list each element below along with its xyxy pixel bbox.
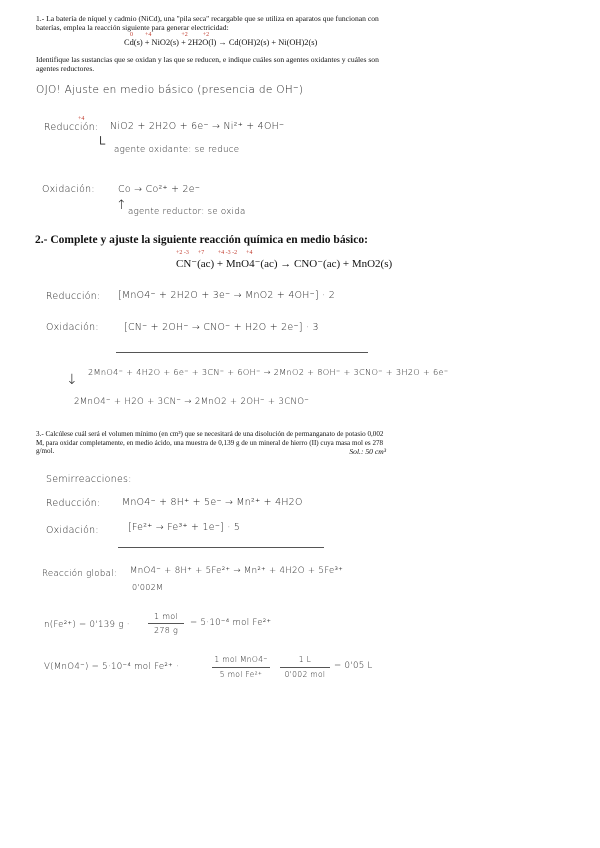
hw-p1-reducing-agent-note: agente reductor: se oxida: [128, 207, 246, 217]
hw-p3-moles-numerator: 1 mol: [153, 612, 179, 621]
hw-p3-volume-denominator-2: 0'002 mol: [284, 670, 326, 679]
hw-p3-volume-lhs: V(MnO4⁻) = 5·10⁻⁴ mol Fe²⁺ ·: [44, 662, 180, 672]
problem1-statement: 1.- La batería de níquel y cadmio (NiCd), una "pila seca" recargable que se utiliza en aparatos que funcionan con baterías, emplea la reacción siguiente para generar electricidad:: [36, 14, 379, 32]
hw-p1-oxidation-label: Oxidación:: [42, 184, 95, 195]
problem3-solution: Sol.: 50 cm³: [349, 447, 386, 456]
hw-p3-moles-lhs: n(Fe²⁺) = 0'139 g ·: [44, 620, 130, 630]
hw-up-arrow-icon: ↑: [116, 198, 128, 213]
hw-p1-reduction-label: Reducción:: [44, 122, 99, 133]
hw-red-oxidation-number: +4: [78, 116, 85, 122]
hw-p3-global-equation: MnO4⁻ + 8H⁺ + 5Fe²⁺ → Mn²⁺ + 4H2O + 5Fe³⁺: [130, 566, 344, 576]
problem3-statement: 3.- Calcúlese cuál será el volumen mínimo (en cm³) que se necesitará de una disolución de permanganato de potasio 0,002 M, para oxidar completamente, en medio ácido, una muestra de 0,139 g de un mineral de hierro (II) cuya masa mol es 278 g/mol.: [36, 430, 384, 456]
hw-p3-moles-fraction-bar: [148, 623, 184, 624]
hw-p1-reduction-equation: NiO2 + 2H2O + 6e⁻ → Ni²⁺ + 4OH⁻: [110, 121, 285, 132]
hw-p3-oxidation-label: Oxidación:: [46, 525, 99, 536]
hw-p3-reduction-label: Reducción:: [46, 498, 101, 509]
hw-p1-oxidizing-agent-note: agente oxidante: se reduce: [114, 145, 240, 155]
hw-p3-moles-denominator: 278 g: [153, 626, 179, 635]
hw-basic-medium-note: OJO! Ajuste en medio básico (presencia de OH⁻): [36, 84, 304, 96]
hw-p1-oxidation-equation: Co → Co²⁺ + 2e⁻: [118, 184, 201, 195]
hw-p2-final-equation: 2MnO4⁻ + H2O + 3CN⁻ → 2MnO2 + 2OH⁻ + 3CNO⁻: [74, 397, 310, 407]
problem2-equation: CN⁻(ac) + MnO4⁻(ac) → CNO⁻(ac) + MnO2(s): [176, 258, 393, 270]
hw-p2-oxidation-label: Oxidación:: [46, 322, 99, 333]
problem1-oxidation-labels: 0 +4 +2 +2: [130, 32, 210, 38]
hw-p3-semireactions-heading: Semirreacciones:: [46, 474, 132, 485]
problem1-equation: Cd(s) + NiO2(s) + 2H2O(l) → Cd(OH)2(s) + Ni(OH)2(s): [124, 38, 318, 47]
hw-p3-volume-result: = 0'05 L: [334, 661, 373, 671]
hw-p3-volume-numerator-1: 1 mol MnO4⁻: [214, 655, 268, 664]
hw-p3-volume-fraction-bar-2: [280, 667, 330, 668]
hw-p3-concentration: 0'002M: [132, 583, 164, 592]
hw-p3-sum-line: [118, 547, 324, 548]
problem2-title: 2.- Complete y ajuste la siguiente reacción química en medio básico:: [35, 234, 368, 246]
hw-p3-volume-fraction-bar-1: [212, 667, 270, 668]
hw-p3-oxidation-equation: [Fe²⁺ → Fe³⁺ + 1e⁻] · 5: [128, 522, 241, 533]
hw-p3-volume-numerator-2: 1 L: [298, 655, 312, 664]
hw-p2-sum-equation: 2MnO4⁻ + 4H2O + 6e⁻ + 3CN⁻ + 6OH⁻ → 2MnO2 + 8OH⁻ + 3CNO⁻ + 3H2O + 6e⁻: [88, 367, 449, 377]
hw-p2-reduction-label: Reducción:: [46, 291, 101, 302]
hw-p2-sum-line: [116, 352, 368, 353]
hw-p3-moles-result: = 5·10⁻⁴ mol Fe²⁺: [190, 618, 272, 628]
hw-p2-reduction-equation: [MnO4⁻ + 2H2O + 3e⁻ → MnO2 + 4OH⁻] · 2: [118, 290, 335, 301]
problem1-question: Identifique las sustancias que se oxidan y las que se reducen, e indique cuáles son agentes oxidantes y cuáles son agentes reductores.: [36, 55, 379, 73]
hw-p2-oxidation-equation: [CN⁻ + 2OH⁻ → CNO⁻ + H2O + 2e⁻] · 3: [124, 322, 319, 333]
hw-p2-down-arrow-icon: ↓: [66, 372, 79, 388]
hw-p3-reduction-equation: MnO4⁻ + 8H⁺ + 5e⁻ → Mn²⁺ + 4H2O: [122, 497, 303, 508]
hw-p3-volume-denominator-1: 5 mol Fe²⁺: [219, 670, 263, 679]
hw-bracket-arrow-icon: └: [96, 137, 106, 152]
problem2-oxidation-labels: +2 -3 +7 +4 -3 -2 +4: [176, 250, 253, 256]
hw-p3-global-label: Reacción global:: [42, 569, 118, 579]
